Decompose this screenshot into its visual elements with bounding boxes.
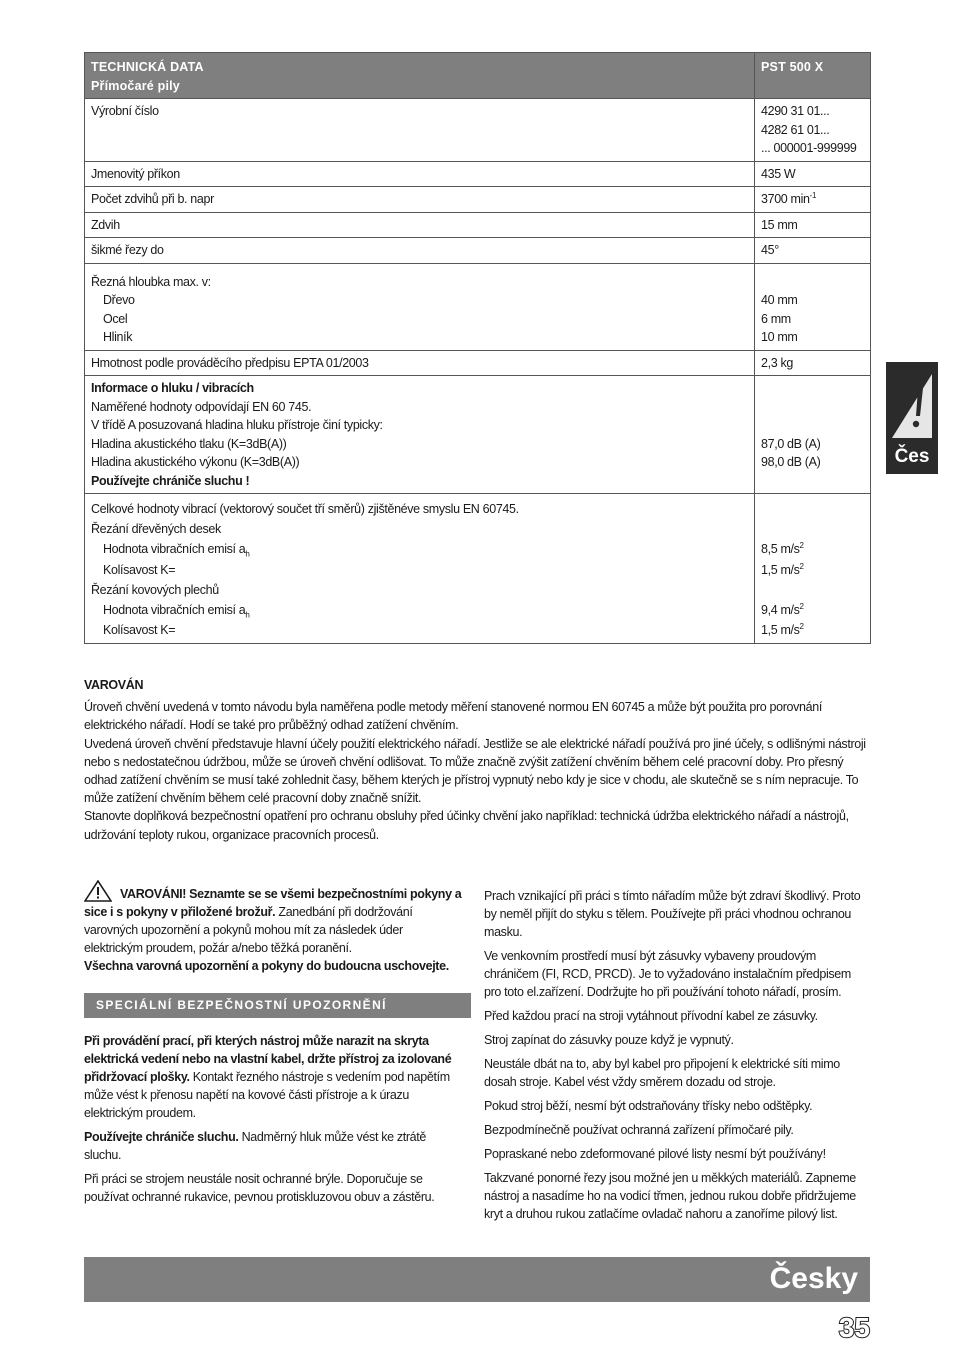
- vibration-values: 8,5 $m/s^2$ 1,5 $m/s^2$ 9,4 $m/s^2$ 1,5 $m/s^2$: [755, 494, 871, 644]
- table-row: [85, 187, 871, 213]
- page-number: 35: [838, 1312, 870, 1343]
- footer-bar: [84, 1257, 870, 1302]
- row-label: Jmenovitý příkon: [85, 161, 755, 187]
- table-header-model: PST 500 X: [755, 53, 871, 99]
- warning-triangle-icon: [84, 880, 112, 902]
- table-row: [85, 212, 871, 238]
- general-warning: VAROVÁNI! Seznamte se se všemi bezpečnostními pokyny a sice i s pokyny v přiložené brožuř. Zanedbání při dodržování varovných upozornění a pokynů mohou mít za následek úder elektrickým proudem, požár a/nebo těžká poranění. Všechna varovná upozornění a pokyny do budoucna uschovejte.: [84, 880, 464, 975]
- noise-info: Informace o hluku / vibracích Naměřené hodnoty odpovídají EN 60 745. V třídě A posuzovaná hladina hluku přístroje činí typicky: Hladina akustického tlaku (K=3dB(A)) Hladina akustického výkonu (K=3dB(A)) Používejte chrániče sluchu !: [85, 376, 755, 494]
- table-header-title: TECHNICKÁ DATA Přímočaré pily: [85, 53, 755, 99]
- table-row: [85, 161, 871, 187]
- paragraph: Pokud stroj běží, nesmí být odstraňovány třísky nebo odštěpky.: [484, 1099, 813, 1113]
- row-label: Hmotnost podle prováděcího předpisu EPTA 01/2003: [85, 350, 755, 376]
- row-value: 4290 31 01... 4282 61 01... ... 000001-999999: [755, 99, 871, 162]
- row-value: 15 mm: [755, 212, 871, 238]
- row-value: 45°: [755, 238, 871, 264]
- left-column: [84, 880, 464, 1212]
- table-row: [85, 238, 871, 264]
- row-label: Výrobní číslo: [85, 99, 755, 162]
- vibration-warning: [84, 676, 876, 844]
- language-tab-label: Čes: [894, 446, 930, 467]
- row-value: 2,3 kg: [755, 350, 871, 376]
- noise-values: 87,0 dB (A) 98,0 dB (A): [755, 376, 871, 494]
- language-tab: [886, 362, 938, 474]
- technical-data-table: [84, 52, 871, 644]
- warning-title: VAROVÁN: [84, 678, 144, 692]
- paragraph: Prach vznikající při práci s tímto nářadím může být zdraví škodlivý. Proto by neměl přijít do styku s tělem. Používejte při práci vhodnou ochranou masku.: [484, 889, 861, 939]
- row-label: šikmé řezy do: [85, 238, 755, 264]
- paragraph: Při práci se strojem neustále nosit ochranné brýle. Doporučuje se používat ochranné rukavice, pevnou protiskluzovou obuv a zástěru.: [84, 1172, 435, 1204]
- paragraph: Bezpodmínečně používat ochranná zařízení přímočaré pily.: [484, 1123, 794, 1137]
- warning-icon: [890, 368, 934, 440]
- table-row: [85, 99, 871, 162]
- table-row: [85, 263, 871, 350]
- row-value: 435 W: [755, 161, 871, 187]
- vibration-info: Celkové hodnoty vibrací (vektorový součet tří směrů) zjištěnéve smyslu EN 60745. Řezání dřevěných desek Hodnota vibračních emisí $a_h$ Kolísavost K= Řezání kovových plechů Hodnota vibračních emisí $a_h$ Kolísavost K=: [85, 494, 755, 644]
- row-value: 40 mm 6 mm 10 mm: [755, 263, 871, 350]
- paragraph: Ve venkovním prostředí musí být zásuvky vybaveny proudovým chráničem (FI, RCD, PRCD). Je to vyžadováno instalačním předpisem pro toto el.zařízení. Dodržujte ho při používání tohoto nářadí, prosím.: [484, 949, 851, 999]
- row-label: Počet zdvihů při b. napr: [85, 187, 755, 213]
- paragraph: Popraskané nebo zdeformované pilové listy nesmí být používány!: [484, 1147, 826, 1161]
- right-column: [484, 887, 868, 1229]
- row-label: Zdvih: [85, 212, 755, 238]
- paragraph: Stroj zapínat do zásuvky pouze když je vypnutý.: [484, 1033, 734, 1047]
- section-heading: SPECIÁLNÍ BEZPEČNOSTNÍ UPOZORNĚNÍ: [84, 993, 471, 1018]
- table-row: [85, 494, 871, 644]
- warning-text: Úroveň chvění uvedená v tomto návodu byla naměřena podle metody měření stanovené normou EN 60745 a může být použita pro porovnání elektrického nářadí. Hodí se také pro průběžný odhad zatížení chvěním. Uvedená úroveň chvění představuje hlavní účely použití elektrického nářadí. Jestliže se ale elektrické nářadí používá pro jiné účely, s odlišnými nástroji nebo s nedostatečnou údržbou, může se úroveň chvění odlišovat. To může značně zvýšit zatížení chvěním během celé pracovní doby. Pro přesný odhad zatížení chvěním se musí také zohlednit časy, během kterých je přístroj vypnutý nebo kdy je sice v chodu, ale skutečně se s ním nepracuje. To může zatížení chvěním během celé pracovní doby značně snížit. Stanovte doplňková bezpečnostní opatření pro ochranu obsluhy před účinky chvění jako například: technická údržba elektrického nářadí a nástrojů, udržování teploty rukou, organizace pracovních procesů.: [84, 700, 866, 842]
- row-value: 3700 $\min^{-1}$: [755, 187, 871, 213]
- paragraph: Používejte chrániče sluchu. Nadměrný hluk může vést ke ztrátě sluchu.: [84, 1130, 426, 1162]
- paragraph: Před každou prací na stroji vytáhnout přívodní kabel ze zásuvky.: [484, 1009, 818, 1023]
- paragraph: Neustále dbát na to, aby byl kabel pro připojení k elektrické síti mimo dosah stroje. Kabel vést vždy směrem dozadu od stroje.: [484, 1057, 840, 1089]
- table-row: [85, 350, 871, 376]
- table-row: [85, 376, 871, 494]
- footer-language: Česky: [769, 1262, 858, 1295]
- paragraph: Při provádění prací, při kterých nástroj může narazit na skryta elektrická vedení nebo na vlastní kabel, držte přístroj za izolované přidržovací plošky. Kontakt řezného nástroje s vedením pod napětím může vést k přenosu napětí na kovové části přístroje a k úrazu elektrickým proudem.: [84, 1034, 452, 1120]
- paragraph: Takzvané ponorné řezy jsou možné jen u měkkých materiálů. Zapneme nástroj a nasadíme ho na vodicí třmen, jednou rukou dobře přidržujeme kryt a druhou rukou zatlačíme ovladač nahoru a zanoříme pilový list.: [484, 1171, 856, 1221]
- table-header-row: [85, 53, 871, 99]
- row-label: Řezná hloubka max. v: Dřevo Ocel Hliník: [85, 263, 755, 350]
